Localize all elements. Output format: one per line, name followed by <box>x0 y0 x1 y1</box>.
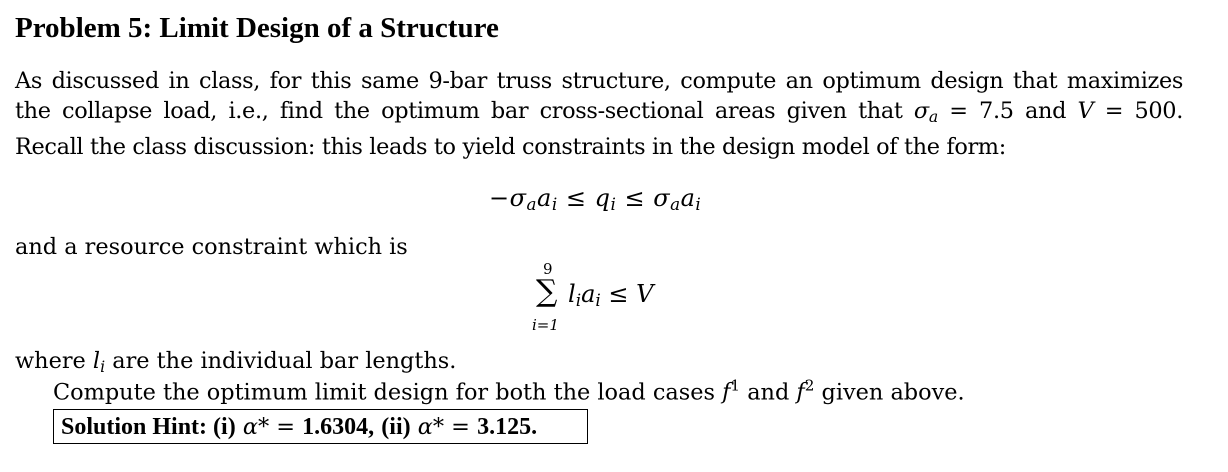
solution-hint-box: Solution Hint: (i) α* = 1.6304, (ii) α* = 3.125. <box>53 409 588 444</box>
sum-lower-limit: i=1 <box>532 316 559 334</box>
sum-sigma-symbol: ∑ <box>536 274 558 309</box>
statement-line-3: Recall the class discussion: this leads to yield constraints in the design model of the form: <box>15 133 1006 160</box>
v-value: 500. <box>1134 98 1183 124</box>
hint-mid: (ii) <box>381 414 411 440</box>
where-post: are the individual bar lengths. <box>112 348 457 374</box>
where-line <box>15 348 456 376</box>
statement-line-1: As discussed in class, for this same 9-bar truss structure, compute an optimum design that maximizes <box>15 68 1183 94</box>
problem-title: Problem 5: Limit Design of a Structure <box>15 12 499 44</box>
yield-constraint-equation: $-\sigma_aa_i \le q_i \le \sigma_aa_i$ <box>489 184 702 215</box>
sigma-a-symbol: $\sigma_a$ <box>913 98 938 126</box>
compute-post: given above. <box>821 379 965 406</box>
f2-symbol: $f^2$ <box>796 377 815 406</box>
resource-constraint-equation <box>531 260 666 340</box>
statement-line-2: the collapse load, i.e., find the optimum bar cross-sectional areas given that $\sigma_a = 7.5$ and V = 500. <box>15 98 1183 126</box>
hint-value-1: 1.6304, <box>302 414 375 440</box>
sum-body: $l_ia_i \le V$ <box>568 280 654 311</box>
alpha-star-1: α* <box>242 414 270 440</box>
sigma-a-value: 7.5 <box>979 98 1014 124</box>
where-pre: where <box>15 348 86 374</box>
alpha-star-2: α* <box>417 414 445 440</box>
compute-mid: and <box>747 379 790 406</box>
f1-symbol: $f^1$ <box>722 377 741 406</box>
resource-intro: and a resource constraint which is <box>15 234 408 260</box>
sum-upper-limit: 9 <box>543 260 553 278</box>
and-word: and <box>1025 98 1067 124</box>
statement-line-2-text: the collapse load, i.e., find the optimum bar cross-sectional areas given that <box>15 98 903 124</box>
compute-pre: Compute the optimum limit design for both the load cases <box>53 379 715 406</box>
problem-statement <box>15 66 1183 162</box>
hint-label: Solution Hint: (i) <box>61 414 236 440</box>
v-symbol: V <box>1077 98 1094 124</box>
hint-value-2: 3.125. <box>477 414 538 440</box>
li-symbol: $l_i$ <box>92 348 106 376</box>
compute-line <box>53 377 965 405</box>
